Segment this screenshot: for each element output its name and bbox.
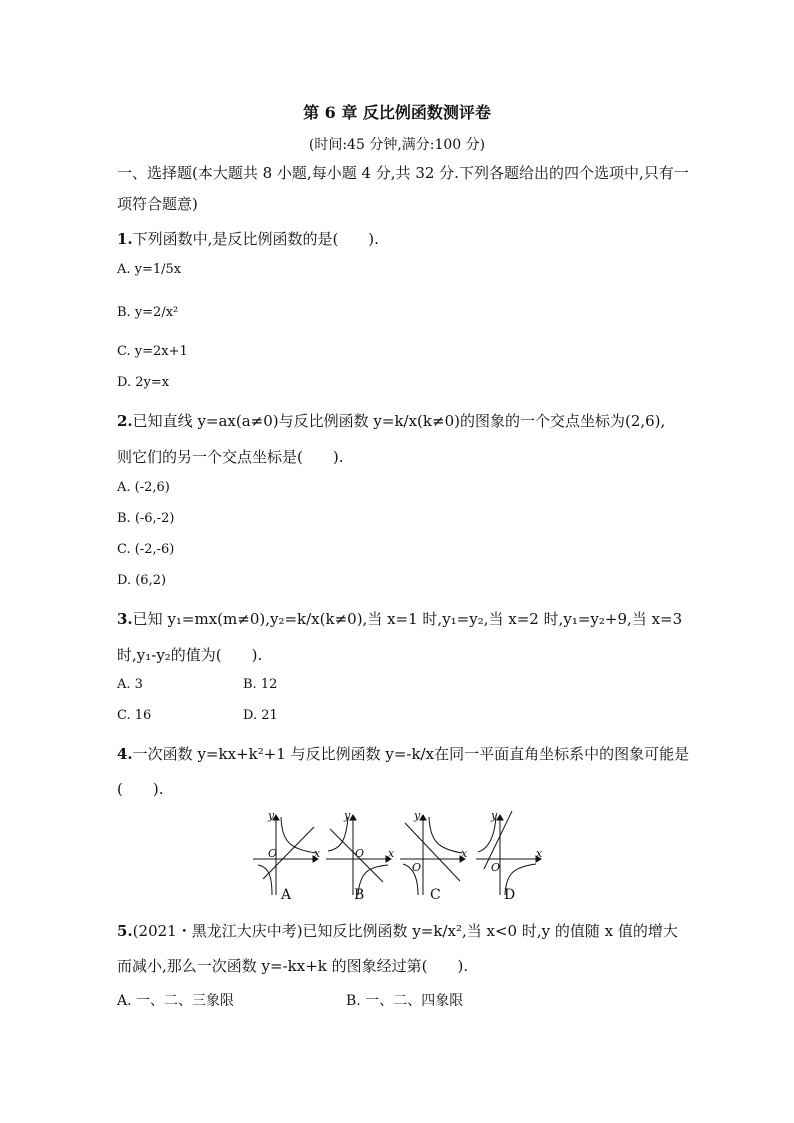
option-3a: A. 3	[117, 677, 143, 692]
question-stem-line1: 已知 y₁=mx(m≠0),y₂=k/x(k≠0),当 x=1 时,y₁=y₂,当 x=2 时,y₁=y₂+9,当 x=3	[132, 610, 683, 628]
option-3d: D. 21	[243, 708, 278, 723]
question-4	[117, 743, 689, 764]
question-5	[117, 920, 678, 941]
question-number: 3.	[117, 610, 133, 628]
axis-label-x: x	[461, 847, 468, 860]
origin-label: O	[491, 861, 501, 874]
question-1	[117, 228, 379, 249]
option-1d: D. 2y=x	[117, 375, 170, 390]
question-stem-line2: 则它们的另一个交点坐标是( ).	[117, 448, 344, 466]
graph-d	[476, 811, 541, 895]
question-number: 5.	[117, 922, 133, 940]
axis-label-x: x	[536, 847, 543, 860]
graph-label-a: A	[281, 887, 292, 903]
question-2	[117, 410, 665, 431]
question-stem-line2: 而减小,那么一次函数 y=-kx+k 的图象经过第( ).	[117, 957, 469, 975]
axis-label-x: x	[314, 847, 321, 860]
question-stem: 下列函数中,是反比例函数的是( ).	[132, 230, 379, 248]
option-2c: C. (-2,-6)	[117, 542, 175, 557]
option-1c: C. y=2x+1	[117, 344, 188, 359]
exam-meta: (时间:45 分钟,满分:100 分)	[308, 137, 486, 153]
option-3b: B. 12	[243, 677, 278, 692]
axis-label-x: x	[388, 847, 395, 860]
origin-label: O	[412, 861, 422, 874]
option-5a: A. 一、二、三象限	[117, 993, 235, 1009]
option-2d: D. (6,2)	[117, 573, 167, 588]
origin-label: O	[268, 847, 278, 860]
graph-label-d: D	[504, 887, 516, 903]
question-stem-line1: 已知直线 y=ax(a≠0)与反比例函数 y=k/x(k≠0)的图象的一个交点坐标为(2,6),	[132, 412, 666, 430]
graph-c	[400, 815, 465, 895]
graph-label-c: C	[430, 887, 441, 903]
section-heading: 一、选择题(本大题共 8 小题,每小题 4 分,共 32 分.下列各题给出的四个选项中,只有一项符合题意)	[117, 164, 689, 213]
page-title: 第 6 章 反比例函数测评卷	[303, 103, 491, 122]
graph-a	[253, 815, 318, 895]
axis-label-y: y	[414, 809, 421, 822]
axis-label-y: y	[344, 809, 351, 822]
question-3	[117, 608, 682, 629]
question-stem-line1: (2021・黑龙江大庆中考)已知反比例函数 y=k/x²,当 x<0 时,y 的值随 x 值的增大	[132, 922, 678, 940]
question-number: 4.	[117, 745, 133, 763]
option-5b: B. 一、二、四象限	[346, 993, 464, 1009]
graph-options-figure	[248, 807, 548, 907]
option-1a: A. y=1/5x	[117, 262, 182, 277]
option-2b: B. (-6,-2)	[117, 511, 175, 526]
question-number: 2.	[117, 412, 133, 430]
axis-label-y: y	[268, 809, 275, 822]
graph-label-b: B	[354, 887, 365, 903]
question-stem-line2: ( ).	[117, 780, 164, 798]
option-3c: C. 16	[117, 708, 152, 723]
origin-label: O	[355, 847, 365, 860]
option-2a: A. (-2,6)	[117, 480, 170, 495]
option-1b: B. y=2/x²	[117, 305, 179, 320]
axis-label-y: y	[491, 809, 498, 822]
question-stem-line1: 一次函数 y=kx+k²+1 与反比例函数 y=-k/x在同一平面直角坐标系中的图象可能是	[132, 745, 690, 763]
question-stem-line2: 时,y₁-y₂的值为( ).	[117, 646, 263, 664]
question-number: 1.	[117, 230, 133, 248]
